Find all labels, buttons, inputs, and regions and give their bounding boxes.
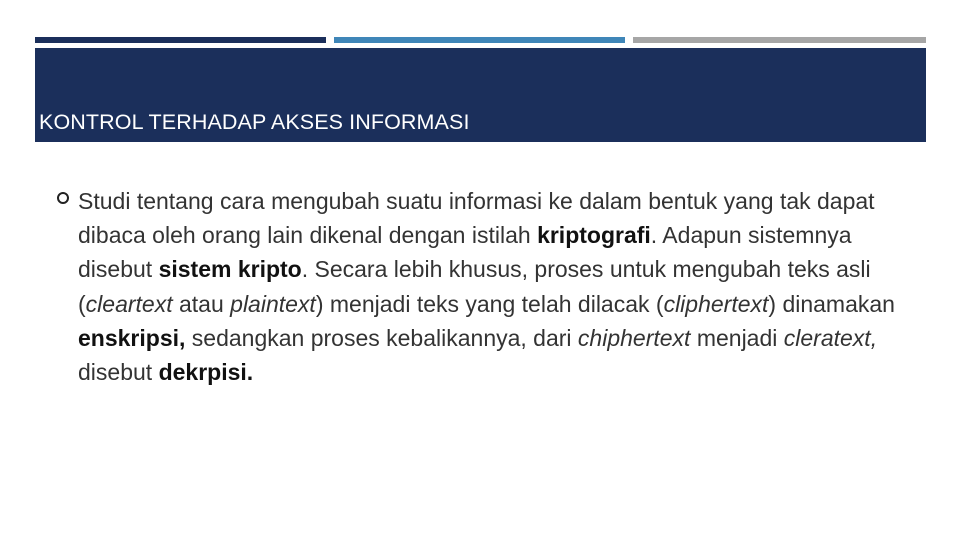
- text-run: . Secara lebih khusus, proses untuk mengubah teks asli (: [78, 256, 871, 317]
- text-run: atau: [172, 290, 231, 317]
- term-kriptografi: kriptografi: [537, 222, 651, 249]
- top-stripe-light-blue: [334, 37, 625, 43]
- term-enskripsi: enskripsi,: [78, 324, 186, 351]
- term-cleratext: cleratext,: [783, 324, 878, 351]
- term-plaintext: plaintext: [230, 290, 316, 317]
- text-run: menjadi: [690, 324, 784, 351]
- text-run: disebut: [78, 359, 159, 386]
- term-dekrpisi: dekrpisi.: [158, 359, 254, 386]
- term-cleartext: cleartext: [85, 290, 173, 317]
- top-stripe-gray: [633, 37, 926, 43]
- text-run: ) menjadi teks yang telah dilacak (: [315, 290, 664, 317]
- term-cliphertext: cliphertext: [663, 290, 769, 317]
- term-sistem-kripto: sistem kripto: [158, 256, 302, 283]
- term-chiphertext: chiphertext: [577, 324, 691, 351]
- text-run: Studi tentang cara mengubah suatu informasi ke dalam bentuk yang tak dapat dibaca oleh orang lain dikenal dengan istilah: [78, 188, 875, 249]
- slide-title: KONTROL TERHADAP AKSES INFORMASI: [39, 110, 470, 134]
- text-run: . Adapun sistemnya disebut: [78, 222, 852, 283]
- text-run: sedangkan proses kebalikannya, dari: [185, 324, 578, 351]
- top-stripe-dark-blue: [35, 37, 326, 43]
- body-paragraph: [78, 184, 918, 389]
- hollow-circle-bullet-icon: [57, 192, 69, 204]
- text-run: ) dinamakan: [768, 290, 895, 317]
